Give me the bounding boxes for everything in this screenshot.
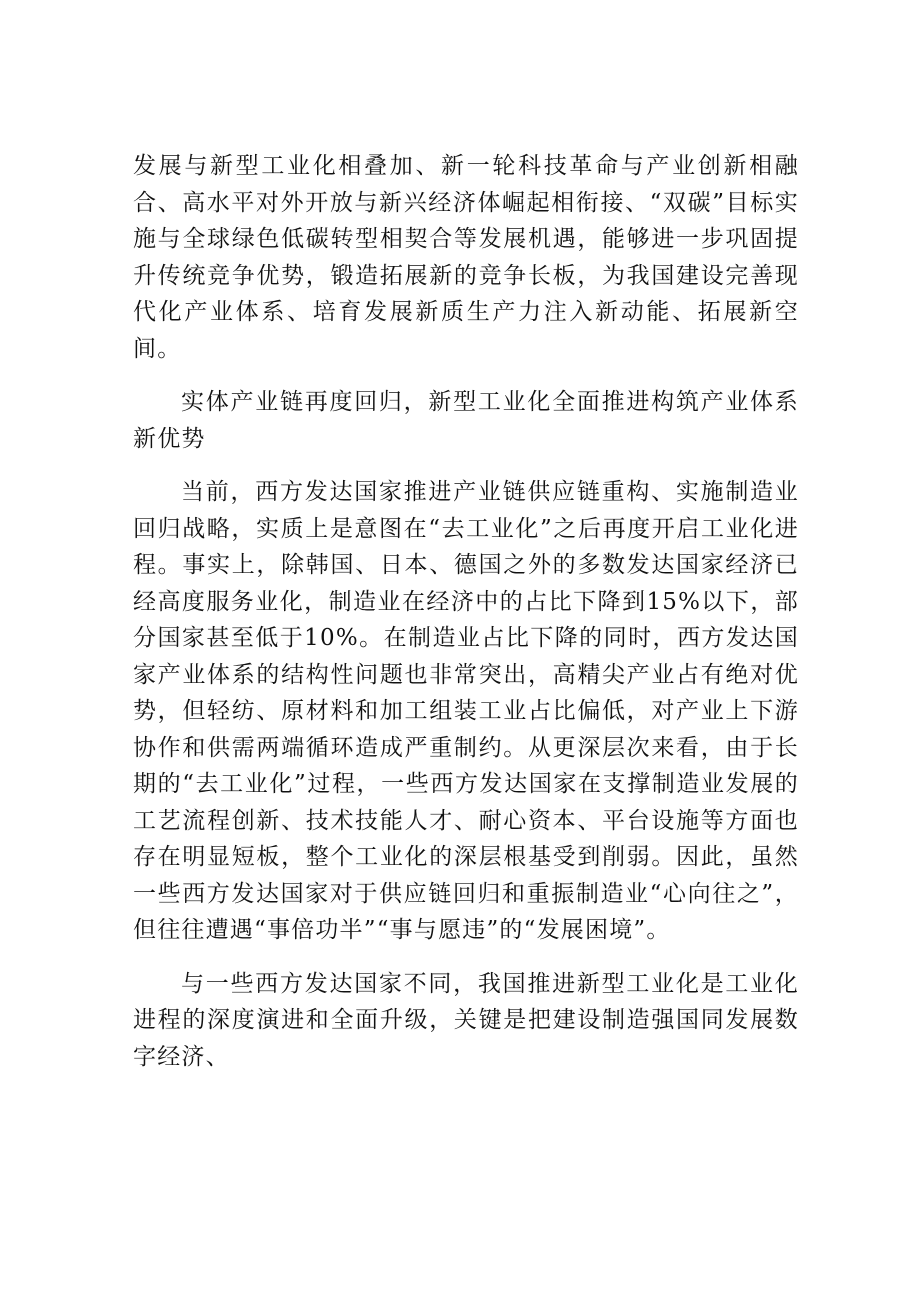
- paragraph-continuation: 发展与新型工业化相叠加、新一轮科技革命与产业创新相融合、高水平对外开放与新兴经济体崛起相衔接、“双碳”目标实施与全球绿色低碳转型相契合等发展机遇，能够进一步巩固提升传统竞争优势，锻造拓展新的竞争长板，为我国建设完善现代化产业体系、培育发展新质生产力注入新动能、拓展新空间。: [133, 153, 799, 362]
- paragraph-body: 当前，西方发达国家推进产业链供应链重构、实施制造业回归战略，实质上是意图在“去工业化”之后再度开启工业化进程。事实上，除韩国、日本、德国之外的多数发达国家经济已经高度服务业化，制造业在经济中的占比下降到15%以下，部分国家甚至低于10%。在制造业占比下降的同时，西方发达国家产业体系的结构性问题也非常突出，高精尖产业占有绝对优势，但轻纺、原材料和加工组装工业占比偏低，对产业上下游协作和供需两端循环造成严重制约。从更深层次来看，由于长期的“去工业化”过程，一些西方发达国家在支撑制造业发展的工艺流程创新、技术技能人才、耐心资本、平台设施等方面也存在明显短板，整个工业化的深层根基受到削弱。因此，虽然一些西方发达国家对于供应链回归和重振制造业“心向往之”，但往往遭遇“事倍功半”“事与愿违”的“发展困境”。: [133, 479, 799, 943]
- document-body: [133, 148, 799, 1092]
- section-heading: 实体产业链再度回归，新型工业化全面推进构筑产业体系新优势: [133, 389, 799, 452]
- paragraph-body: 与一些西方发达国家不同，我国推进新型工业化是工业化进程的深度演进和全面升级，关键是把建设制造强国同发展数字经济、: [133, 970, 799, 1070]
